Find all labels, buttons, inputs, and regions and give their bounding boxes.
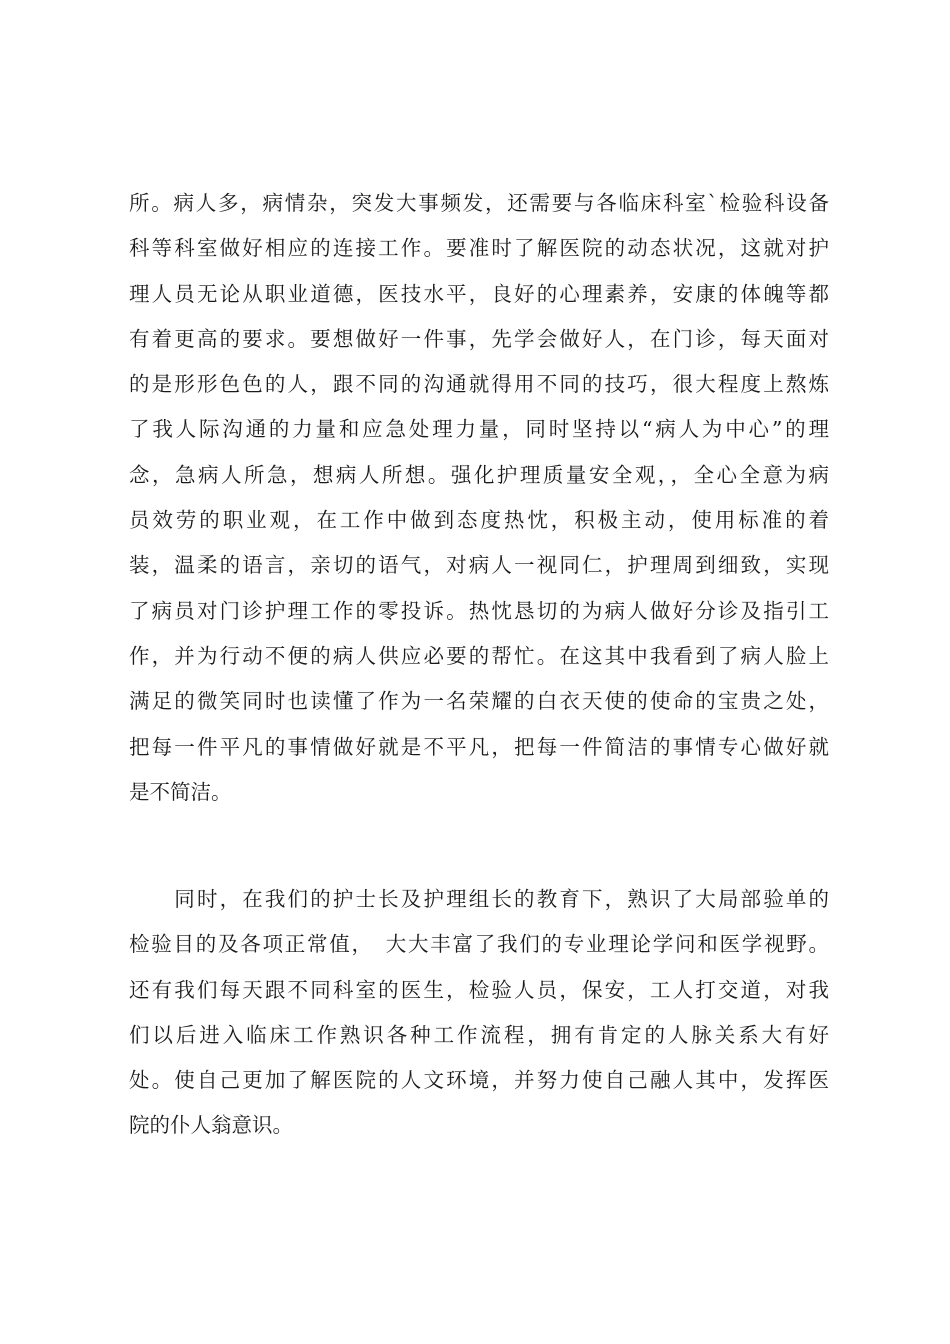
text-line: 同时，在我们的护士长及护理组长的教育下，熟识了大局部验单的 [129, 887, 829, 911]
text-line: 院的仆人翁意识。 [129, 1113, 293, 1138]
text-line: 满足的微笑同时也读懂了作为一名荣耀的白衣天使的使命的宝贵之处， [129, 689, 829, 714]
text-line: 了病员对门诊护理工作的零投诉。热忱恳切的为病人做好分诊及指引工 [129, 598, 829, 623]
text-line: 们以后进入临床工作熟识各种工作流程，拥有肯定的人脉关系大有好 [129, 1022, 829, 1047]
text-line: 所。病人多，病情杂，突发大事频发，还需要与各临床科室`检验科设备 [129, 191, 829, 215]
paragraph-1 [129, 181, 829, 815]
text-line: 检验目的及各项正常值， 大大丰富了我们的专业理论学问和医学视野。 [129, 932, 829, 957]
paragraph-2 [129, 877, 829, 1149]
text-line: 科等科室做好相应的连接工作。要准时了解医院的动态状况，这就对护 [129, 236, 829, 261]
text-line: 处。使自己更加了解医院的人文环境，并努力使自己融人其中，发挥医 [129, 1068, 829, 1093]
text-line: 了我人际沟通的力量和应急处理力量，同时坚持以“病人为中心”的理 [129, 417, 829, 442]
text-line: 是不简洁。 [129, 779, 232, 804]
text-line: 把每一件平凡的事情做好就是不平凡，把每一件简洁的事情专心做好就 [129, 734, 829, 759]
text-line: 还有我们每天跟不同科室的医生，检验人员，保安，工人打交道，对我 [129, 977, 829, 1002]
text-line: 装，温柔的语言，亲切的语气，对病人一视同仁，护理周到细致，实现 [129, 553, 829, 578]
text-line: 员效劳的职业观，在工作中做到态度热忱，积极主动，使用标准的着 [129, 508, 829, 533]
text-line: 作，并为行动不便的病人供应必要的帮忙。在这其中我看到了病人脸上 [129, 643, 829, 668]
text-line: 的是形形色色的人，跟不同的沟通就得用不同的技巧，很大程度上熬炼 [129, 372, 829, 397]
text-line: 有着更高的要求。要想做好一件事，先学会做好人，在门诊，每天面对 [129, 326, 829, 351]
text-line: 念，急病人所急，想病人所想。强化护理质量安全观，，全心全意为病 [129, 462, 829, 487]
text-line: 理人员无论从职业道德，医技水平，良好的心理素养，安康的体魄等都 [129, 281, 829, 306]
